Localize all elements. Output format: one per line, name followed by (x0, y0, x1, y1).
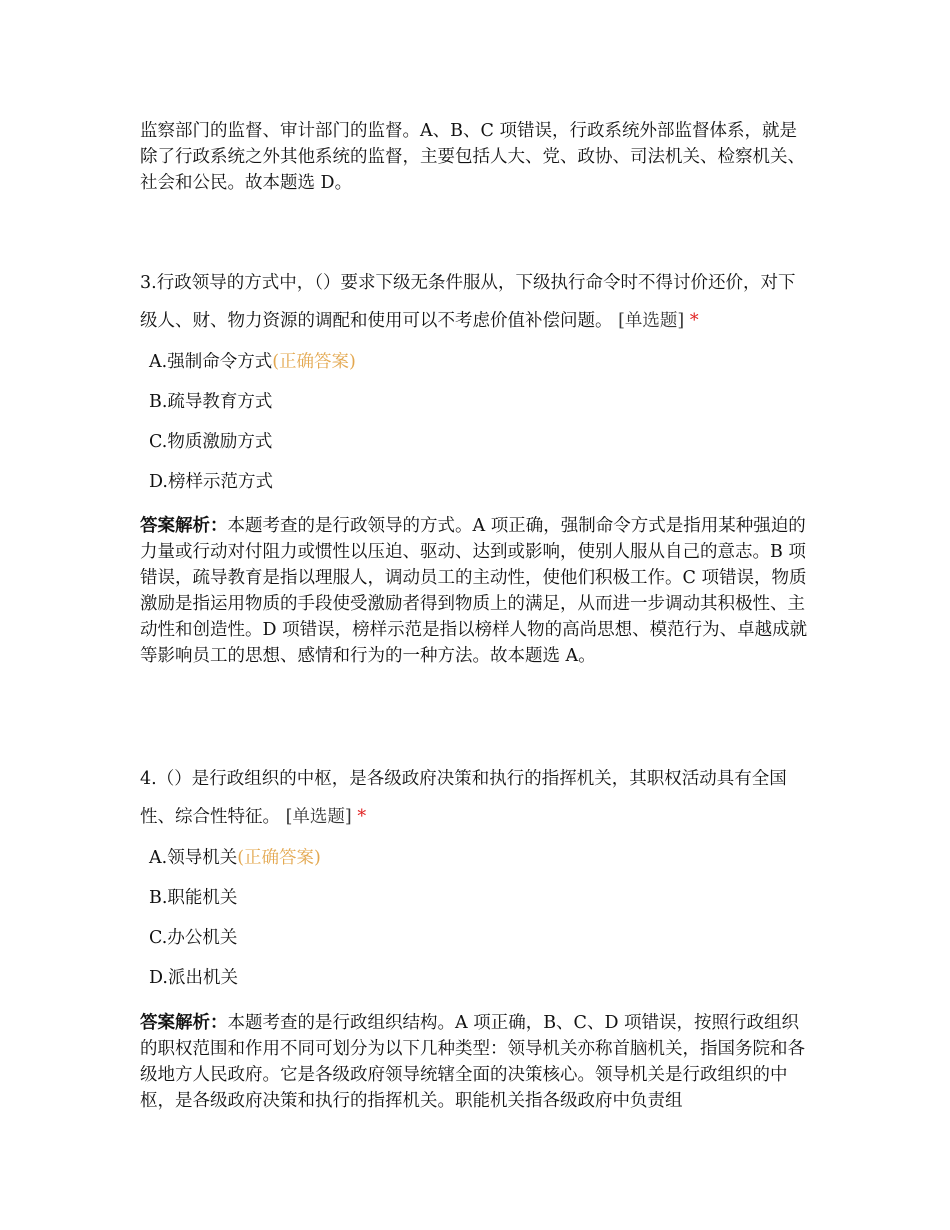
question-4-analysis (140, 1010, 812, 1114)
option-b[interactable] (140, 390, 812, 430)
previous-analysis (140, 118, 812, 196)
option-d[interactable] (140, 966, 812, 1006)
option-a[interactable] (140, 350, 812, 390)
required-mark: * (689, 311, 699, 331)
option-c-text: C.物质激励方式 (149, 432, 273, 452)
option-b-text: B.疏导教育方式 (149, 392, 273, 412)
analysis-label: 答案解析： (140, 516, 228, 536)
option-c-text: C.办公机关 (149, 928, 238, 948)
option-c[interactable] (140, 926, 812, 966)
option-a-text: A.强制命令方式 (149, 352, 273, 372)
analysis-text: 本题考查的是行政领导的方式。A 项正确，强制命令方式是指用某种强迫的力量或行动对付阻力或惯性以压迫、驱动、达到或影响，使别人服从自己的意志。B 项错误，疏导教育是指以理服人，调动员工的主动性，使他们积极工作。C 项错误，物质激励是指运用物质的手段使受激励者得到物质上的满足，从而进一步调动其积极性、主动性和创造性。D 项错误，榜样示范是指以榜样人物的高尚思想、模范行为、卓越成就等影响员工的思想、感情和行为的一种方法。故本题选 A。 (140, 516, 808, 666)
option-d[interactable] (140, 470, 812, 510)
option-c[interactable] (140, 430, 812, 470)
option-a-text: A.领导机关 (149, 848, 238, 868)
option-a[interactable] (140, 846, 812, 886)
question-3 (140, 264, 812, 510)
option-b-text: B.职能机关 (149, 888, 238, 908)
question-3-stem (140, 264, 812, 340)
option-d-text: D.榜样示范方式 (149, 472, 273, 492)
analysis-label: 答案解析： (140, 1013, 228, 1033)
previous-analysis-text: 监察部门的监督、审计部门的监督。A、B、C 项错误，行政系统外部监督体系，就是除了行政系统之外其他系统的监督，主要包括人大、党、政协、司法机关、检察机关、社会和公民。故本题选 D。 (140, 121, 805, 193)
question-3-analysis (140, 513, 812, 669)
question-4-stem-text: 4.（）是行政组织的中枢，是各级政府决策和执行的指挥机关，其职权活动具有全国性、综合性特征。 (140, 769, 787, 827)
question-3-stem-text: 3.行政领导的方式中，（）要求下级无条件服从，下级执行命令时不得讨价还价，对下级人、财、物力资源的调配和使用可以不考虑价值补偿问题。 (140, 273, 796, 331)
question-4-stem (140, 760, 812, 836)
correct-answer-label: (正确答案) (272, 352, 356, 372)
analysis-text: 本题考查的是行政组织结构。A 项正确，B、C、D 项错误，按照行政组织的职权范围和作用不同可划分为以下几种类型：领导机关亦称首脑机关，指国务院和各级地方人民政府。它是各级政府领导统辖全面的决策核心。领导机关是行政组织的中枢，是各级政府决策和执行的指挥机关。职能机关指各级政府中负责组 (140, 1013, 805, 1111)
question-type-label: [单选题] (618, 311, 685, 331)
question-4 (140, 760, 812, 1006)
correct-answer-label: (正确答案) (237, 848, 321, 868)
option-d-text: D.派出机关 (149, 968, 238, 988)
question-type-label: [单选题] (285, 807, 352, 827)
required-mark: * (357, 807, 367, 827)
option-b[interactable] (140, 886, 812, 926)
